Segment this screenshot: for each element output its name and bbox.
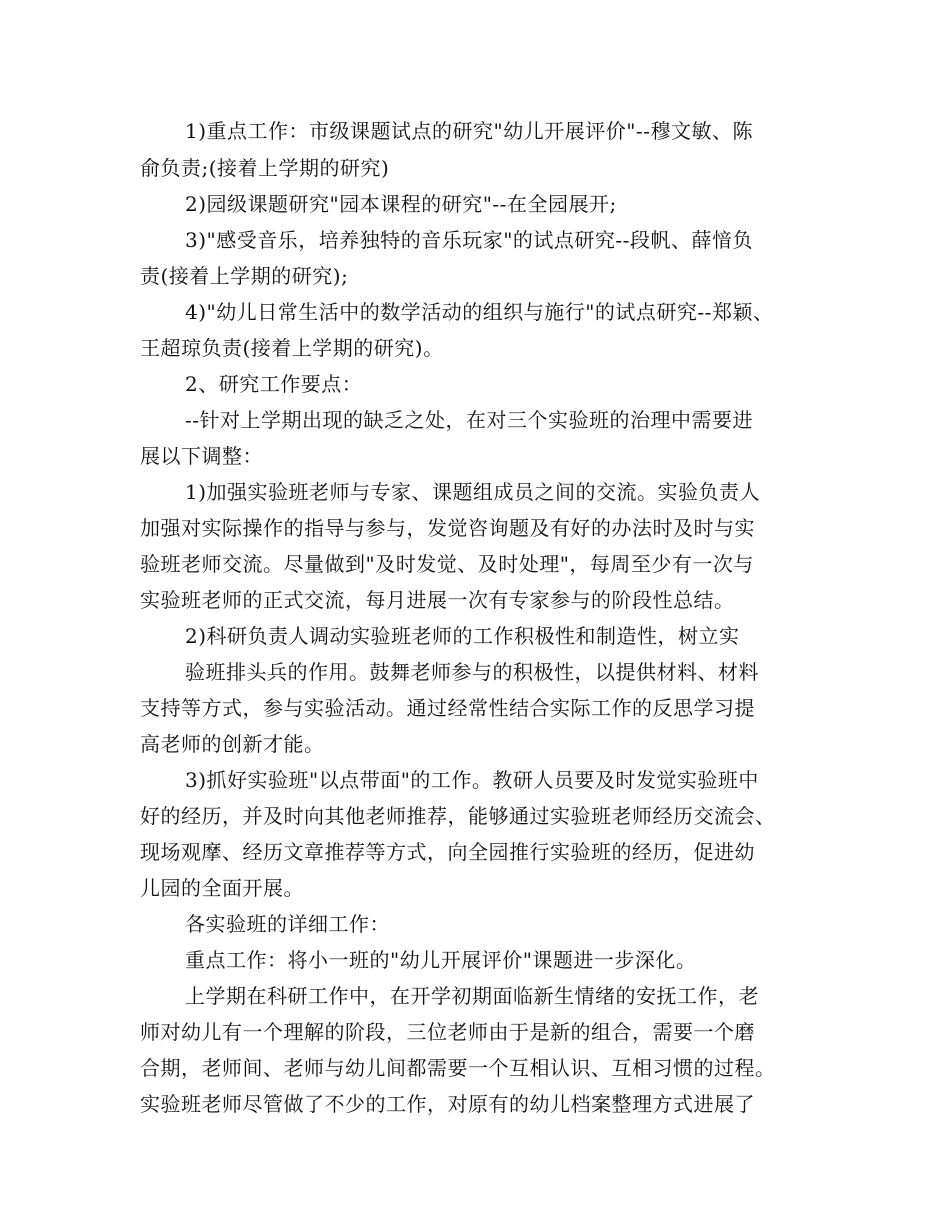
text-line: 责(接着上学期的研究); bbox=[140, 264, 349, 288]
text-line: 各实验班的详细工作： bbox=[185, 912, 390, 936]
text-line: 3)"感受音乐，培养独特的音乐玩家"的试点研究--段帆、薛愔负 bbox=[185, 228, 753, 252]
text-line: 上学期在科研工作中，在开学初期面临新生情绪的安抚工作，老 bbox=[185, 984, 759, 1008]
text-line: 儿园的全面开展。 bbox=[140, 876, 304, 900]
text-line: 3)抓好实验班"以点带面"的工作。教研人员要及时发觉实验班中 bbox=[185, 768, 759, 792]
text-line: --针对上学期出现的缺乏之处，在对三个实验班的治理中需要进 bbox=[185, 408, 754, 432]
text-line: 支持等方式，参与实验活动。通过经常性结合实际工作的反思学习提 bbox=[140, 696, 755, 720]
text-line: 现场观摩、经历文章推荐等方式，向全园推行实验班的经历，促进幼 bbox=[140, 840, 755, 864]
text-line: 4)"幼儿日常生活中的数学活动的组织与施行"的试点研究--郑颖、 bbox=[185, 300, 774, 324]
text-line: 展以下调整： bbox=[140, 444, 263, 468]
text-line: 2)园级课题研究"园本课程的研究"--在全园展开; bbox=[185, 192, 617, 216]
text-line: 实验班老师尽管做了不少的工作，对原有的幼儿档案整理方式进展了 bbox=[140, 1092, 755, 1116]
text-line: 王超琼负责(接着上学期的研究)。 bbox=[140, 336, 444, 360]
text-line: 验班排头兵的作用。鼓舞老师参与的积极性，以提供材料、材料 bbox=[185, 660, 759, 684]
text-line: 加强对实际操作的指导与参与，发觉咨询题及有好的办法时及时与实 bbox=[140, 516, 755, 540]
text-line: 俞负责;(接着上学期的研究) bbox=[140, 156, 390, 180]
text-line: 1)重点工作：市级课题试点的研究"幼儿开展评价"--穆文敏、陈 bbox=[185, 119, 753, 143]
text-line: 高老师的创新才能。 bbox=[140, 732, 325, 756]
text-line: 重点工作：将小一班的"幼儿开展评价"课题进一步深化。 bbox=[185, 948, 697, 972]
text-line: 师对幼儿有一个理解的阶段，三位老师由于是新的组合，需要一个磨 bbox=[140, 1020, 755, 1044]
text-line: 2、研究工作要点： bbox=[185, 372, 363, 396]
text-line: 1)加强实验班老师与专家、课题组成员之间的交流。实验负责人 bbox=[185, 480, 761, 504]
text-line: 2)科研负责人调动实验班老师的工作积极性和制造性，树立实 bbox=[185, 624, 740, 648]
text-line: 合期，老师间、老师与幼儿间都需要一个互相认识、互相习惯的过程。 bbox=[140, 1056, 776, 1080]
text-line: 验班老师交流。尽量做到"及时发觉、及时处理"，每周至少有一次与 bbox=[140, 552, 754, 576]
text-line: 实验班老师的正式交流，每月进展一次有专家参与的阶段性总结。 bbox=[140, 588, 735, 612]
text-line: 好的经历，并及时向其他老师推荐，能够通过实验班老师经历交流会、 bbox=[140, 804, 776, 828]
